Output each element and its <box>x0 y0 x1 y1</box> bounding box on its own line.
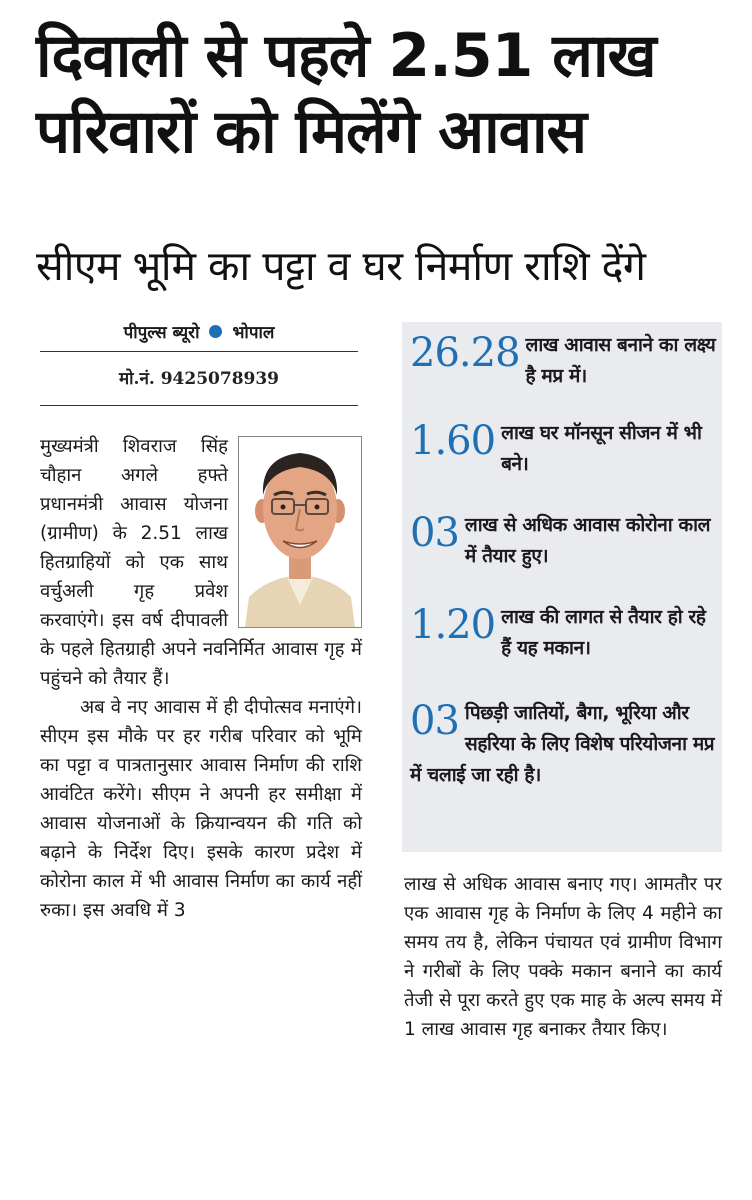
byline-city: भोपाल <box>232 323 275 343</box>
subheadline: सीएम भूमि का पट्टा व घर निर्माण राशि देंगे <box>36 242 646 290</box>
fact-box <box>402 322 722 852</box>
fact-text: लाख की लागत से तैयार हो रहे हैं यह मकान। <box>501 606 706 659</box>
fact-number: 03 <box>410 510 459 556</box>
portrait-photo <box>238 436 362 628</box>
fact-item <box>410 698 720 791</box>
headline <box>36 18 726 170</box>
headline-line-1: दिवाली से पहले 2.51 लाख <box>36 21 656 91</box>
article-paragraph-2: अब वे नए आवास में ही दीपोत्सव मनाएंगे। सीएम इस मौके पर हर गरीब परिवार को भूमि का पट्टा व पात्रतानुसार आवास निर्माण की राशि आवंटित करेंगे। सीएम ने अपनी हर समीक्षा में आवास योजनाओं के क्रियान्वयन की गति को बढ़ाने के निर्देश दिए। इसके कारण प्रदेश में कोरोना काल में भी आवास निर्माण का कार्य नहीं रुका। इस अवधि में 3 <box>40 697 362 921</box>
bullet-dot-icon <box>209 325 222 338</box>
article-paragraph-3: लाख से अधिक आवास बनाए गए। आमतौर पर एक आवास गृह के निर्माण के लिए 4 महीने का समय तय है, लेकिन पंचायत एवं ग्रामीण विभाग ने गरीबों के लिए पक्के मकान बनाने का कार्य तेजी से पूरा करते हुए एक माह के अल्प समय में 1 लाख आवास गृह बनाकर तैयार किए। <box>404 874 722 1040</box>
fact-text: पिछड़ी जातियों, बैगा, भूरिया और सहरिया के लिए विशेष परियोजना मप्र में चलाई जा रही है। <box>410 702 715 786</box>
portrait-illustration <box>239 437 361 627</box>
fact-number: 1.60 <box>410 418 496 464</box>
fact-item <box>410 330 720 392</box>
byline-bureau-row <box>40 320 358 352</box>
article-paragraph-1: मुख्यमंत्री शिवराज सिंह चौहान अगले हफ्ते प्रधानमंत्री आवास योजना (ग्रामीण) के 2.51 लाख हितग्राहियों को एक साथ वर्चुअली गृह प्रवेश करवाएंगे। इस वर्ष दीपावली के पहले हितग्राही अपने नवनिर्मित आवास गृह में पहुंचने को तैयार हैं। <box>40 436 362 689</box>
fact-number: 03 <box>410 698 459 744</box>
byline-phone: मो.नं. 9425078939 <box>40 366 358 406</box>
byline-bureau: पीपुल्स ब्यूरो <box>123 323 200 343</box>
fact-text: लाख घर मॉनसून सीजन में भी बने। <box>501 422 702 475</box>
byline <box>40 320 358 406</box>
fact-number: 1.20 <box>410 602 496 648</box>
fact-item <box>410 418 720 480</box>
fact-item <box>410 602 720 664</box>
headline-line-2: परिवारों को मिलेंगे आवास <box>36 97 587 167</box>
fact-text: लाख आवास बनाने का लक्ष्य है मप्र में। <box>525 334 716 387</box>
fact-item <box>410 510 720 572</box>
article-body-left <box>40 432 362 925</box>
fact-text: लाख से अधिक आवास कोरोना काल में तैयार हुए। <box>464 514 711 567</box>
article-body-right <box>404 870 722 1044</box>
fact-number: 26.28 <box>410 330 520 376</box>
